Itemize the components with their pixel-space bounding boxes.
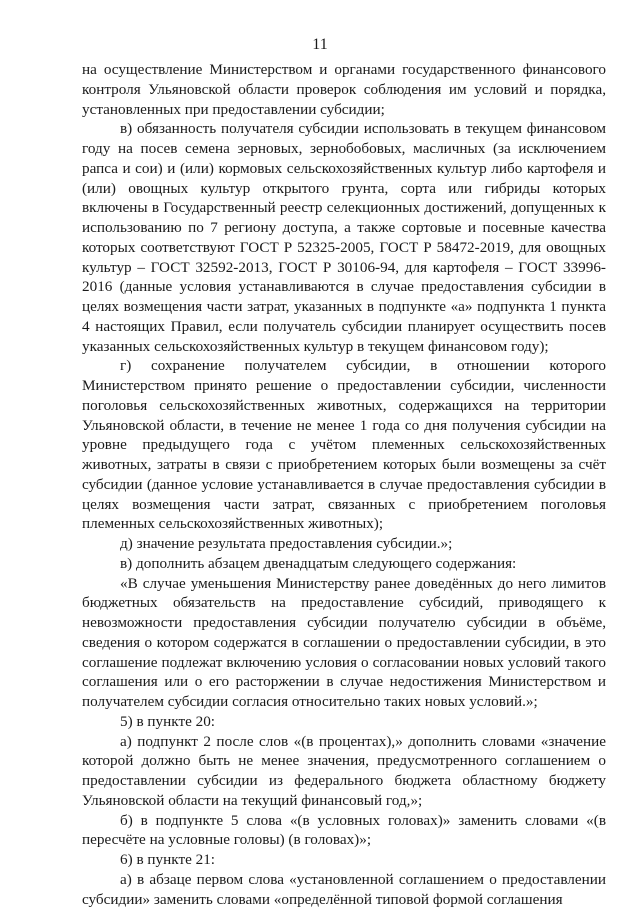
paragraph-add-twelfth: в) дополнить абзацем двенадцатым следующего содержания: xyxy=(120,554,517,572)
paragraph-21-a: а) в абзаце первом слова «установленной соглашением о предоставлении субсидии» заменить словами «определённой типовой формой соглашения xyxy=(82,870,606,908)
paragraph-point-21: 6) в пункте 21: xyxy=(120,851,216,868)
paragraph-20-a: а) подпункт 2 после слов «(в процентах),» дополнить словами «значение которой должно быть не менее значения, предусмотренного соглашением о предоставлении субсидии из федерального бюджета областному бюджету Ульяновской области на текущий финансовый год,»; xyxy=(82,732,606,809)
paragraph-item-g-livestock: г) сохранение получателем субсидии, в отношении которого Министерством принято решение о предоставлении субсидии, численности поголовья сельскохозяйственных животных, содержащихся на территории Ульяновской области, в течение не менее 1 года со дня получения субсидии на уровне предыдущего года с учётом племенных сельскохозяйственных животных, затраты в связи с приобретением которых были возмещены за счёт субсидии (данное условие устанавливается в случае предоставления субсидии в целях возмещения части затрат, связанных с приобретением поголовья племенных сельскохозяйственных животных); xyxy=(82,357,606,533)
page-number: 11 xyxy=(312,36,328,53)
paragraph-quoted-limits: «В случае уменьшения Министерству ранее доведённых до него лимитов бюджетных обязательств на предоставление субсидий, приводящего к невозможности предоставления субсидии получателю субсидии в объёме, сведения о котором содержатся в соглашении о предоставлении субсидии, в это соглашение подлежат включению условия о согласовании новых условий такого соглашения или о его расторжении в случае недостижения Министерством и получателем субсидии согласия относительно таких новых условий.»; xyxy=(82,574,606,710)
paragraph-20-b: б) в подпункте 5 слова «(в условных головах)» заменить словами «(в пересчёте на условные головы) (в головах)»; xyxy=(82,811,606,849)
paragraph-continuation: на осуществление Министерством и органами государственного финансового контроля Ульяновской области проверок соблюдения им условий и порядка, установленных при предоставлении субсидии; xyxy=(82,61,606,118)
document-body xyxy=(82,60,606,909)
paragraph-item-v-obligation: в) обязанность получателя субсидии использовать в текущем финансовом году на посев семена зерновых, зернобобовых, масличных (за исключением рапса и сои) и (или) кормовых сельскохозяйственных культур либо картофеля и (или) овощных культур открытого грунта, сорта или гибриды которых включены в Государственный реестр селекционных достижений, допущенных к использованию по 7 региону доступа, а также сортовые и посевные качества которых соответствуют ГОСТ Р 52325-2005, ГОСТ Р 58472-2019, для овощных культур – ГОСТ 32592-2013, ГОСТ Р 30106-94, для картофеля – ГОСТ 33996-2016 (данные условия устанавливаются в случае предоставления субсидии в целях возмещения части затрат, указанных в подпункте «а» подпункта 1 пункта 4 настоящих Правил, если получатель субсидии планирует осуществить посев указанных сельскохозяйственных культур в текущем финансовом году); xyxy=(82,120,606,355)
paragraph-point-20: 5) в пункте 20: xyxy=(120,712,216,730)
paragraph-item-d-result: д) значение результата предоставления субсидии.»; xyxy=(120,535,453,552)
